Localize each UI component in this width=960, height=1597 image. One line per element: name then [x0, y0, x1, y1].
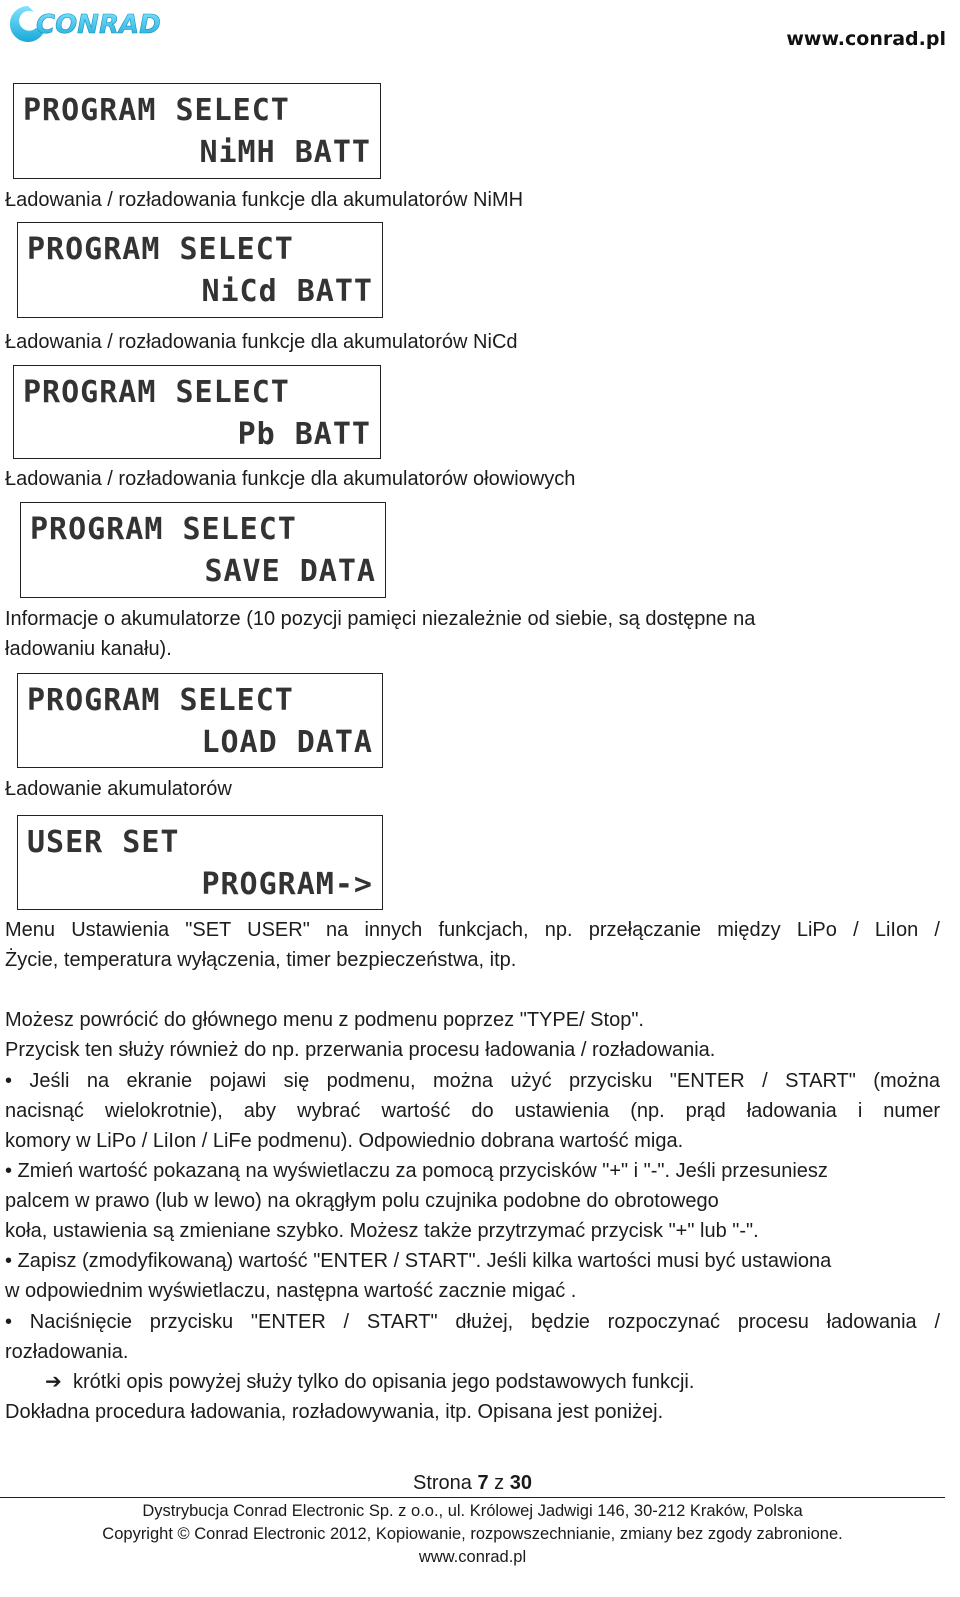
- caption-user-set-1: Menu Ustawienia "SET USER" na innych funkcjach, np. przełączanie między LiPo / LiIon /: [5, 919, 940, 941]
- lcd-display-load-data: [17, 673, 383, 768]
- caption-user-set-2: Życie, temperatura wyłączenia, timer bezpieczeństwa, itp.: [5, 949, 517, 971]
- lcd-line-1: PROGRAM SELECT: [27, 232, 294, 267]
- body-line: palcem w prawo (lub w lewo) na okrągłym polu czujnika podobne do obrotowego: [5, 1190, 719, 1212]
- body-line: koła, ustawienia są zmieniane szybko. Możesz także przytrzymać przycisk "+" lub "-".: [5, 1220, 759, 1242]
- footer-divider: [0, 1497, 945, 1498]
- body-line: w odpowiednim wyświetlaczu, następna wartość zacznie migać .: [5, 1280, 577, 1302]
- lcd-line-2: PROGRAM->: [201, 867, 373, 902]
- caption-load-data: Ładowanie akumulatorów: [5, 778, 232, 800]
- note-line: [5, 1367, 940, 1397]
- caption-pb: Ładowania / rozładowania funkcje dla akumulatorów ołowiowych: [5, 468, 576, 490]
- body-line: • Zapisz (zmodyfikowaną) wartość "ENTER / START". Jeśli kilka wartości musi być ustawiona: [5, 1250, 832, 1272]
- lcd-line-1: USER SET: [27, 825, 180, 860]
- logo-text: CONRAD: [36, 10, 161, 40]
- lcd-line-2: NiMH BATT: [199, 135, 371, 170]
- lcd-display-user-set: [17, 815, 383, 910]
- page-number: [0, 1472, 945, 1495]
- body-line: Dokładna procedura ładowania, rozładowywania, itp. Opisana jest poniżej.: [5, 1401, 664, 1423]
- page-total: 30: [509, 1472, 532, 1494]
- page-current: 7: [477, 1472, 489, 1494]
- page-prefix: Strona: [413, 1472, 478, 1494]
- body-line: • Naciśnięcie przycisku "ENTER / START" dłużej, będzie rozpoczynać procesu ładowania /: [5, 1311, 940, 1333]
- caption-save-data-1: Informacje o akumulatorze (10 pozycji pamięci niezależnie od siebie, są dostępne na: [5, 608, 756, 630]
- lcd-line-2: SAVE DATA: [204, 554, 376, 589]
- body-line: Przycisk ten służy również do np. przerwania procesu ładowania / rozładowania.: [5, 1039, 716, 1061]
- lcd-display-nicd: [17, 222, 383, 318]
- lcd-display-save-data: [20, 502, 386, 598]
- header-url: www.conrad.pl: [786, 28, 946, 50]
- footer-url: www.conrad.pl: [418, 1548, 527, 1566]
- lcd-line-1: PROGRAM SELECT: [30, 512, 297, 547]
- caption-nicd: Ładowania / rozładowania funkcje dla akumulatorów NiCd: [5, 331, 518, 353]
- body-line: komory w LiPo / LiIon / LiFe podmenu). Odpowiednio dobrana wartość miga.: [5, 1130, 684, 1152]
- conrad-logo: [6, 2, 166, 46]
- lcd-display-nimh: [13, 83, 381, 179]
- footer-distribution: Dystrybucja Conrad Electronic Sp. z o.o., ul. Królowej Jadwigi 146, 30-212 Kraków, Polska: [142, 1502, 803, 1520]
- caption-nimh: Ładowania / rozładowania funkcje dla akumulatorów NiMH: [5, 189, 524, 211]
- body-line: nacisnąć wielokrotnie), aby wybrać wartość do ustawienia (np. prąd ładowania i numer: [5, 1100, 940, 1122]
- body-line: rozładowania.: [5, 1341, 129, 1363]
- lcd-line-1: PROGRAM SELECT: [23, 93, 290, 128]
- lcd-line-1: PROGRAM SELECT: [27, 683, 294, 718]
- arrow-right-icon: ➔: [45, 1371, 62, 1393]
- body-line: Możesz powrócić do głównego menu z podmenu poprzez "TYPE/ Stop".: [5, 1009, 644, 1031]
- footer-copyright: Copyright © Conrad Electronic 2012, Kopiowanie, rozpowszechnianie, zmiany bez zgody zabronione.: [102, 1525, 843, 1543]
- body-line: • Jeśli na ekranie pojawi się podmenu, można użyć przycisku "ENTER / START" (można: [5, 1070, 940, 1092]
- body-line: • Zmień wartość pokazaną na wyświetlaczu za pomocą przycisków "+" i "-". Jeśli przesuniesz: [5, 1160, 828, 1182]
- lcd-line-2: NiCd BATT: [201, 274, 373, 309]
- lcd-line-1: PROGRAM SELECT: [23, 375, 290, 410]
- lcd-line-2: Pb BATT: [237, 417, 371, 452]
- note-text: krótki opis powyżej służy tylko do opisania jego podstawowych funkcji.: [73, 1371, 695, 1393]
- lcd-display-pb: [13, 365, 381, 459]
- caption-save-data-2: ładowaniu kanału).: [5, 638, 172, 660]
- page-mid: z: [488, 1472, 510, 1494]
- lcd-line-2: LOAD DATA: [201, 725, 373, 760]
